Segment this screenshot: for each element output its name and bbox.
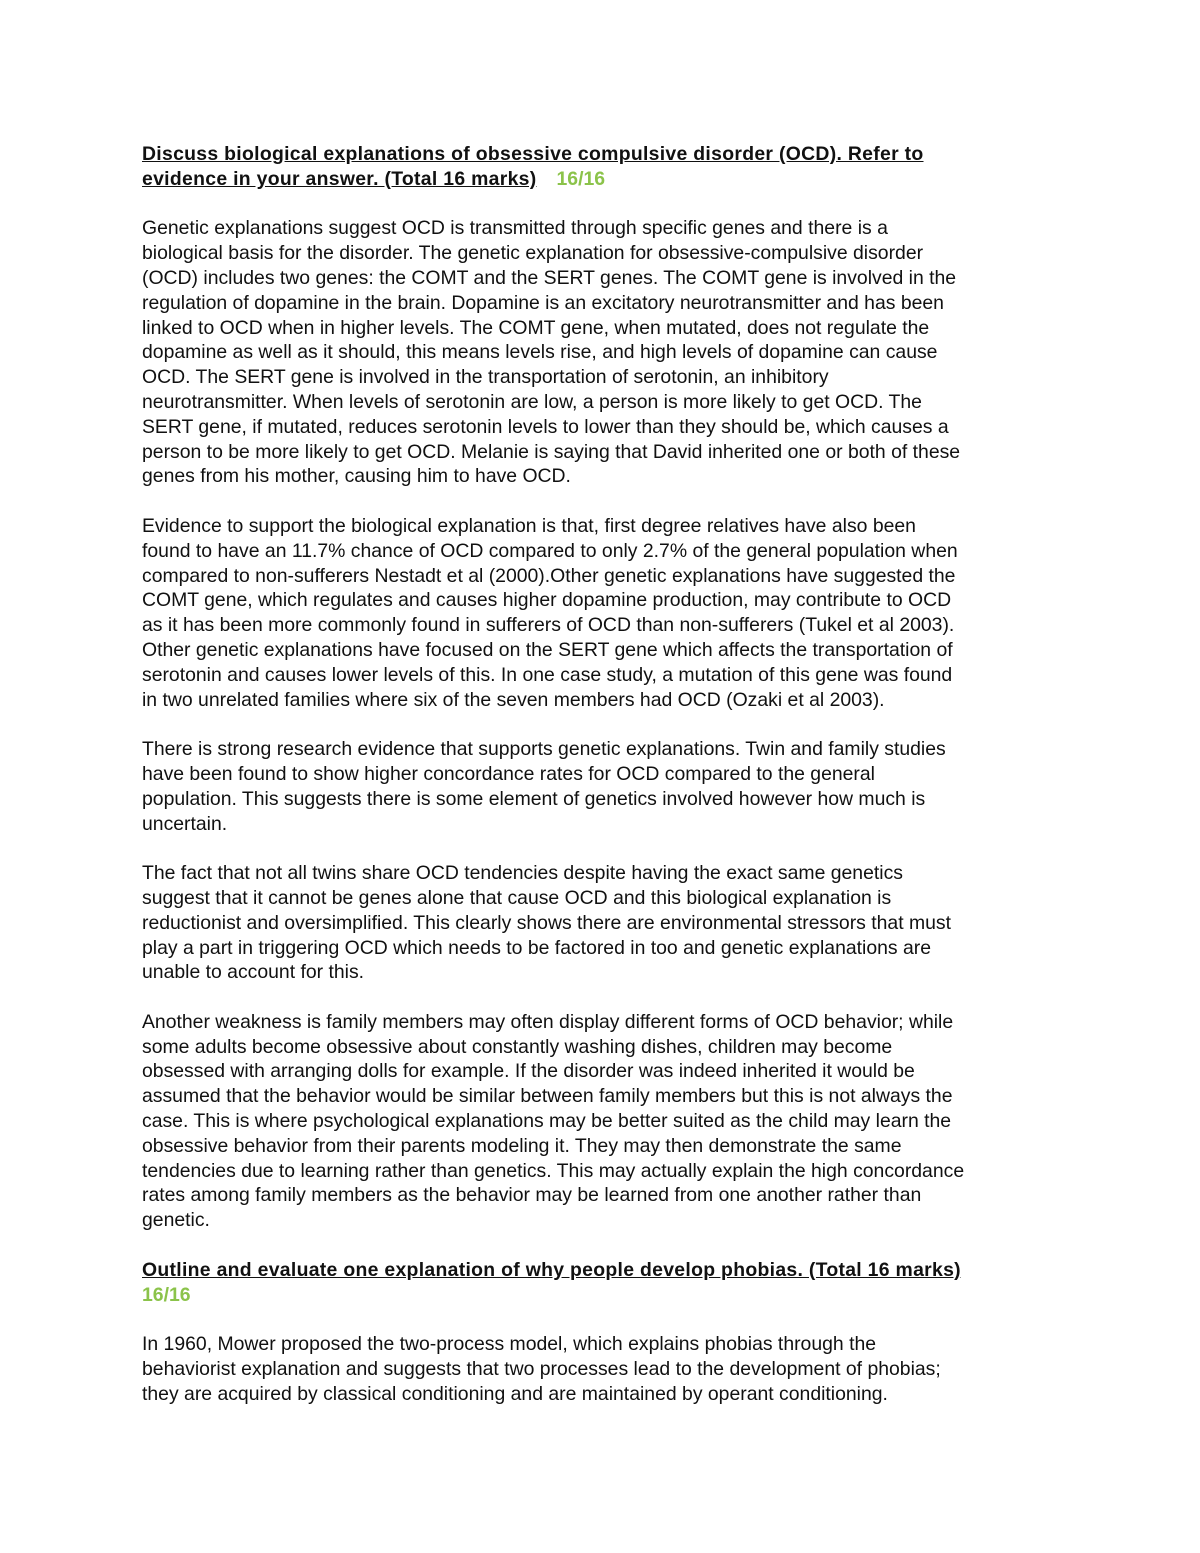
paragraph-line: serotonin and causes lower levels of this. In one case study, a mutation of this gene was found xyxy=(142,663,953,686)
paragraph-line: There is strong research evidence that supports genetic explanations. Twin and family studies xyxy=(142,738,946,761)
paragraph-line: behaviorist explanation and suggests that two processes lead to the development of phobias; xyxy=(142,1358,941,1381)
paragraph-line: Other genetic explanations have focused on the SERT gene which affects the transportation of xyxy=(142,638,953,661)
paragraph-line: genes from his mother, causing him to have OCD. xyxy=(142,465,571,488)
question-2-heading-line-1: Outline and evaluate one explanation of why people develop phobias. (Total 16 marks) xyxy=(142,1258,961,1281)
paragraph-line: compared to non-sufferers Nestadt et al (2000).Other genetic explanations have suggested the xyxy=(142,564,956,587)
answer-paragraph xyxy=(142,216,1067,489)
question-1-heading-line-2: evidence in your answer. (Total 16 marks) xyxy=(142,167,537,190)
paragraph-line: biological basis for the disorder. The genetic explanation for obsessive-compulsive disorder xyxy=(142,242,924,265)
question-1-score: 16/16 xyxy=(556,167,606,190)
paragraph-line: some adults become obsessive about constantly washing dishes, children may become xyxy=(142,1035,893,1058)
paragraph-line: suggest that it cannot be genes alone that cause OCD and this biological explanation is xyxy=(142,886,892,909)
question-1-heading xyxy=(142,142,1067,192)
paragraph-line: regulation of dopamine in the brain. Dopamine is an excitatory neurotransmitter and has been xyxy=(142,291,944,314)
paragraph-line: they are acquired by classical conditioning and are maintained by operant conditioning. xyxy=(142,1382,888,1405)
question-2-heading xyxy=(142,1258,1067,1308)
paragraph-line: have been found to show higher concordance rates for OCD compared to the general xyxy=(142,762,875,785)
paragraph-line: found to have an 11.7% chance of OCD compared to only 2.7% of the general population when xyxy=(142,539,958,562)
paragraph-line: dopamine as well as it should, this means levels rise, and high levels of dopamine can cause xyxy=(142,341,938,364)
paragraph-line: reductionist and oversimplified. This clearly shows there are environmental stressors that must xyxy=(142,911,952,934)
paragraph-line: (OCD) includes two genes: the COMT and the SERT genes. The COMT gene is involved in the xyxy=(142,266,957,289)
answer-paragraph xyxy=(142,737,1067,836)
paragraph-line: assumed that the behavior would be similar between family members but this is not always the xyxy=(142,1085,953,1108)
paragraph-line: genetic. xyxy=(142,1209,210,1232)
paragraph-line: COMT gene, which regulates and causes higher dopamine production, may contribute to OCD xyxy=(142,589,952,612)
question-2-answer xyxy=(142,1332,1067,1406)
paragraph-line: play a part in triggering OCD which needs to be factored in too and genetic explanations are xyxy=(142,936,932,959)
paragraph-line: Evidence to support the biological explanation is that, first degree relatives have also been xyxy=(142,514,916,537)
question-2-score: 16/16 xyxy=(142,1283,191,1306)
paragraph-line: The fact that not all twins share OCD tendencies despite having the exact same genetics xyxy=(142,862,903,885)
paragraph-line: SERT gene, if mutated, reduces serotonin levels to lower than they should be, which causes a xyxy=(142,415,949,438)
paragraph-line: obsessed with arranging dolls for example. If the disorder was indeed inherited it would be xyxy=(142,1060,915,1083)
answer-paragraph xyxy=(142,1332,1067,1406)
paragraph-line: uncertain. xyxy=(142,812,228,835)
paragraph-line: in two unrelated families where six of the seven members had OCD (Ozaki et al 2003). xyxy=(142,688,885,711)
question-1-heading-line-1: Discuss biological explanations of obsessive compulsive disorder (OCD). Refer to xyxy=(142,143,924,165)
paragraph-line: linked to OCD when in higher levels. The COMT gene, when mutated, does not regulate the xyxy=(142,316,930,339)
paragraph-line: population. This suggests there is some element of genetics involved however how much is xyxy=(142,787,926,810)
answer-paragraph xyxy=(142,861,1067,985)
answer-paragraph xyxy=(142,1010,1067,1233)
paragraph-line: OCD. The SERT gene is involved in the transportation of serotonin, an inhibitory xyxy=(142,366,829,389)
paragraph-line: unable to account for this. xyxy=(142,961,365,984)
document-page xyxy=(142,142,1067,1407)
paragraph-line: neurotransmitter. When levels of serotonin are low, a person is more likely to get OCD. The xyxy=(142,390,922,413)
paragraph-line: as it has been more commonly found in sufferers of OCD than non-sufferers (Tukel et al 2003). xyxy=(142,614,955,637)
paragraph-line: tendencies due to learning rather than genetics. This may actually explain the high concordance xyxy=(142,1159,965,1182)
paragraph-line: case. This is where psychological explanations may be better suited as the child may learn the xyxy=(142,1110,952,1133)
paragraph-line: person to be more likely to get OCD. Melanie is saying that David inherited one or both of these xyxy=(142,440,961,463)
paragraph-line: obsessive behavior from their parents modeling it. They may then demonstrate the same xyxy=(142,1134,902,1157)
paragraph-line: Another weakness is family members may often display different forms of OCD behavior; while xyxy=(142,1010,954,1033)
paragraph-line: In 1960, Mower proposed the two-process model, which explains phobias through the xyxy=(142,1333,877,1356)
answer-paragraph xyxy=(142,514,1067,712)
question-1-answer xyxy=(142,216,1067,1233)
paragraph-line: rates among family members as the behavior may be learned from one another rather than xyxy=(142,1184,922,1207)
paragraph-line: Genetic explanations suggest OCD is transmitted through specific genes and there is a xyxy=(142,217,888,240)
